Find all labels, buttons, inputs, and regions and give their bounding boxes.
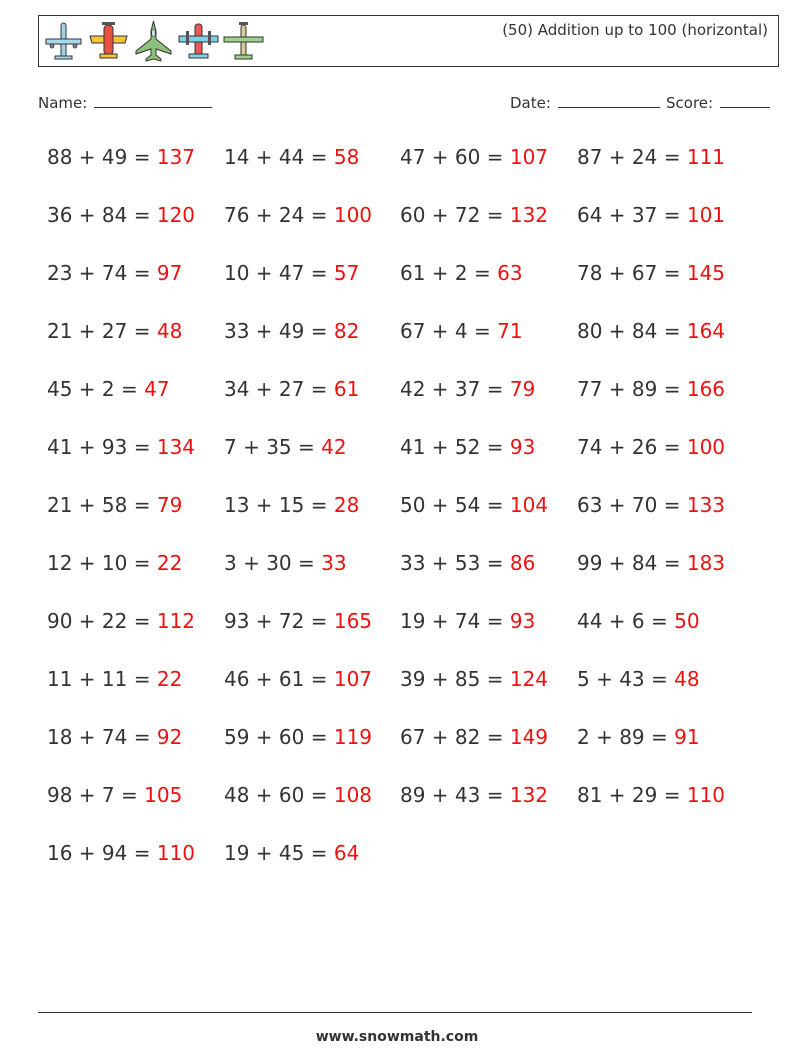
problem-question: 89 + 43 = bbox=[400, 783, 504, 807]
problem-item bbox=[224, 261, 359, 285]
problem-answer: 100 bbox=[686, 435, 726, 459]
problem-answer: 110 bbox=[686, 783, 726, 807]
problem-item bbox=[400, 783, 548, 807]
problem-answer: 110 bbox=[156, 841, 196, 865]
problem-answer: 137 bbox=[156, 145, 196, 169]
problem-item bbox=[47, 319, 182, 343]
problem-answer: 47 bbox=[144, 377, 170, 401]
problem-item bbox=[47, 609, 195, 633]
problem-answer: 22 bbox=[156, 667, 183, 691]
problem-answer: 100 bbox=[333, 203, 373, 227]
problem-question: 64 + 37 = bbox=[577, 203, 681, 227]
problem-question: 33 + 49 = bbox=[224, 319, 328, 343]
problem-item bbox=[47, 377, 170, 401]
problem-item bbox=[224, 435, 347, 459]
problem-question: 39 + 85 = bbox=[400, 667, 504, 691]
problem-item bbox=[400, 667, 548, 691]
problem-answer: 134 bbox=[156, 435, 196, 459]
problem-answer: 71 bbox=[497, 319, 523, 343]
problem-item bbox=[224, 609, 372, 633]
problem-item bbox=[577, 261, 725, 285]
footer-url: www.snowmath.com bbox=[315, 1029, 479, 1045]
problem-item bbox=[224, 841, 359, 865]
problem-item bbox=[47, 203, 195, 227]
date-blank[interactable] bbox=[558, 92, 660, 108]
problem-answer: 42 bbox=[321, 435, 347, 459]
fighter-jet-icon bbox=[133, 19, 174, 63]
problem-answer: 119 bbox=[333, 725, 373, 749]
problem-item bbox=[47, 493, 182, 517]
problem-answer: 132 bbox=[509, 203, 549, 227]
problem-question: 80 + 84 = bbox=[577, 319, 681, 343]
problem-answer: 58 bbox=[333, 145, 360, 169]
date-field bbox=[510, 92, 660, 112]
problem-answer: 93 bbox=[509, 435, 536, 459]
score-label: Score: bbox=[666, 94, 714, 112]
score-blank[interactable] bbox=[720, 92, 770, 108]
date-label: Date: bbox=[510, 94, 551, 112]
problem-question: 42 + 37 = bbox=[400, 377, 504, 401]
problem-answer: 132 bbox=[509, 783, 549, 807]
problem-answer: 50 bbox=[674, 609, 700, 633]
problem-answer: 183 bbox=[686, 551, 726, 575]
problem-question: 7 + 35 = bbox=[224, 435, 315, 459]
problem-item bbox=[400, 319, 523, 343]
problem-answer: 149 bbox=[509, 725, 549, 749]
problem-item bbox=[577, 667, 700, 691]
problem-item bbox=[400, 551, 535, 575]
problem-question: 74 + 26 = bbox=[577, 435, 681, 459]
problem-item bbox=[224, 319, 359, 343]
problem-answer: 104 bbox=[509, 493, 549, 517]
airplane-icon bbox=[178, 19, 219, 63]
problem-item bbox=[224, 725, 372, 749]
problem-answer: 108 bbox=[333, 783, 373, 807]
problem-item bbox=[47, 145, 195, 169]
problem-answer: 120 bbox=[156, 203, 196, 227]
problem-question: 59 + 60 = bbox=[224, 725, 328, 749]
problem-answer: 92 bbox=[156, 725, 183, 749]
name-blank[interactable] bbox=[94, 92, 212, 108]
problem-item bbox=[577, 145, 725, 169]
problem-question: 19 + 45 = bbox=[224, 841, 328, 865]
problem-answer: 48 bbox=[674, 667, 700, 691]
problem-item bbox=[47, 667, 182, 691]
problem-question: 93 + 72 = bbox=[224, 609, 328, 633]
problem-question: 21 + 58 = bbox=[47, 493, 151, 517]
problem-answer: 86 bbox=[509, 551, 536, 575]
problem-answer: 166 bbox=[686, 377, 726, 401]
problem-item bbox=[400, 725, 548, 749]
problem-item bbox=[400, 435, 535, 459]
problem-question: 99 + 84 = bbox=[577, 551, 681, 575]
problem-answer: 22 bbox=[156, 551, 183, 575]
problem-answer: 107 bbox=[333, 667, 373, 691]
worksheet-title: (50) Addition up to 100 (horizontal) bbox=[502, 21, 768, 39]
airplane-icon bbox=[88, 19, 129, 63]
problem-answer: 79 bbox=[509, 377, 536, 401]
problem-answer: 79 bbox=[156, 493, 183, 517]
problem-answer: 165 bbox=[333, 609, 373, 633]
problem-item bbox=[224, 377, 359, 401]
footer-divider bbox=[38, 1012, 752, 1013]
score-field bbox=[666, 92, 770, 112]
problem-item bbox=[577, 493, 725, 517]
problem-item bbox=[47, 841, 195, 865]
problem-question: 12 + 10 = bbox=[47, 551, 151, 575]
problem-answer: 82 bbox=[333, 319, 360, 343]
problem-question: 48 + 60 = bbox=[224, 783, 328, 807]
problem-item bbox=[47, 435, 195, 459]
problem-answer: 124 bbox=[509, 667, 549, 691]
problem-item bbox=[577, 725, 700, 749]
problem-question: 3 + 30 = bbox=[224, 551, 315, 575]
problem-question: 67 + 4 = bbox=[400, 319, 491, 343]
problem-item bbox=[224, 551, 347, 575]
problem-question: 34 + 27 = bbox=[224, 377, 328, 401]
problem-answer: 61 bbox=[333, 377, 360, 401]
problem-question: 78 + 67 = bbox=[577, 261, 681, 285]
problem-question: 45 + 2 = bbox=[47, 377, 138, 401]
airplane-icons bbox=[43, 19, 264, 63]
problem-item bbox=[224, 783, 372, 807]
problem-item bbox=[577, 377, 725, 401]
name-field bbox=[38, 92, 212, 112]
problem-item bbox=[224, 493, 359, 517]
problem-item bbox=[47, 261, 182, 285]
problem-item bbox=[577, 203, 725, 227]
problem-item bbox=[400, 145, 548, 169]
problem-question: 61 + 2 = bbox=[400, 261, 491, 285]
problem-answer: 91 bbox=[674, 725, 700, 749]
problem-answer: 111 bbox=[686, 145, 726, 169]
problem-question: 87 + 24 = bbox=[577, 145, 681, 169]
problem-question: 46 + 61 = bbox=[224, 667, 328, 691]
problem-item bbox=[224, 203, 372, 227]
problem-question: 16 + 94 = bbox=[47, 841, 151, 865]
problem-item bbox=[47, 783, 182, 807]
problem-answer: 101 bbox=[686, 203, 726, 227]
problem-question: 2 + 89 = bbox=[577, 725, 668, 749]
problem-item bbox=[577, 435, 725, 459]
problem-item bbox=[224, 145, 359, 169]
problem-question: 44 + 6 = bbox=[577, 609, 668, 633]
problem-answer: 64 bbox=[333, 841, 360, 865]
airplane-icon bbox=[43, 19, 84, 63]
problem-answer: 63 bbox=[497, 261, 523, 285]
problem-question: 81 + 29 = bbox=[577, 783, 681, 807]
problem-answer: 93 bbox=[509, 609, 536, 633]
problem-item bbox=[577, 783, 725, 807]
problem-question: 60 + 72 = bbox=[400, 203, 504, 227]
problem-question: 98 + 7 = bbox=[47, 783, 138, 807]
worksheet-header bbox=[38, 15, 779, 67]
problem-item bbox=[577, 609, 700, 633]
problem-question: 13 + 15 = bbox=[224, 493, 328, 517]
problem-item bbox=[577, 551, 725, 575]
problem-question: 10 + 47 = bbox=[224, 261, 328, 285]
problem-question: 11 + 11 = bbox=[47, 667, 151, 691]
problem-question: 36 + 84 = bbox=[47, 203, 151, 227]
problem-answer: 112 bbox=[156, 609, 196, 633]
problem-question: 63 + 70 = bbox=[577, 493, 681, 517]
problem-item bbox=[47, 551, 182, 575]
problem-answer: 48 bbox=[156, 319, 183, 343]
name-label: Name: bbox=[38, 94, 88, 112]
problem-answer: 107 bbox=[509, 145, 549, 169]
problem-question: 19 + 74 = bbox=[400, 609, 504, 633]
problem-answer: 97 bbox=[156, 261, 183, 285]
problem-question: 14 + 44 = bbox=[224, 145, 328, 169]
problem-answer: 164 bbox=[686, 319, 726, 343]
problem-item bbox=[400, 203, 548, 227]
problem-item bbox=[224, 667, 372, 691]
problem-question: 18 + 74 = bbox=[47, 725, 151, 749]
problem-answer: 57 bbox=[333, 261, 360, 285]
problem-answer: 133 bbox=[686, 493, 726, 517]
problem-answer: 105 bbox=[144, 783, 183, 807]
problem-question: 88 + 49 = bbox=[47, 145, 151, 169]
problem-item bbox=[577, 319, 725, 343]
problem-question: 41 + 93 = bbox=[47, 435, 151, 459]
problem-question: 41 + 52 = bbox=[400, 435, 504, 459]
problem-question: 33 + 53 = bbox=[400, 551, 504, 575]
problem-item bbox=[400, 609, 535, 633]
problem-question: 90 + 22 = bbox=[47, 609, 151, 633]
problem-answer: 28 bbox=[333, 493, 360, 517]
problem-item bbox=[400, 261, 523, 285]
problem-answer: 33 bbox=[321, 551, 347, 575]
problem-question: 77 + 89 = bbox=[577, 377, 681, 401]
problem-question: 76 + 24 = bbox=[224, 203, 328, 227]
airplane-icon bbox=[223, 19, 264, 63]
problem-question: 21 + 27 = bbox=[47, 319, 151, 343]
problem-question: 67 + 82 = bbox=[400, 725, 504, 749]
problem-question: 50 + 54 = bbox=[400, 493, 504, 517]
problem-answer: 145 bbox=[686, 261, 726, 285]
problem-question: 23 + 74 = bbox=[47, 261, 151, 285]
problem-item bbox=[400, 377, 535, 401]
problem-item bbox=[400, 493, 548, 517]
problem-item bbox=[47, 725, 182, 749]
problem-question: 5 + 43 = bbox=[577, 667, 668, 691]
problem-question: 47 + 60 = bbox=[400, 145, 504, 169]
